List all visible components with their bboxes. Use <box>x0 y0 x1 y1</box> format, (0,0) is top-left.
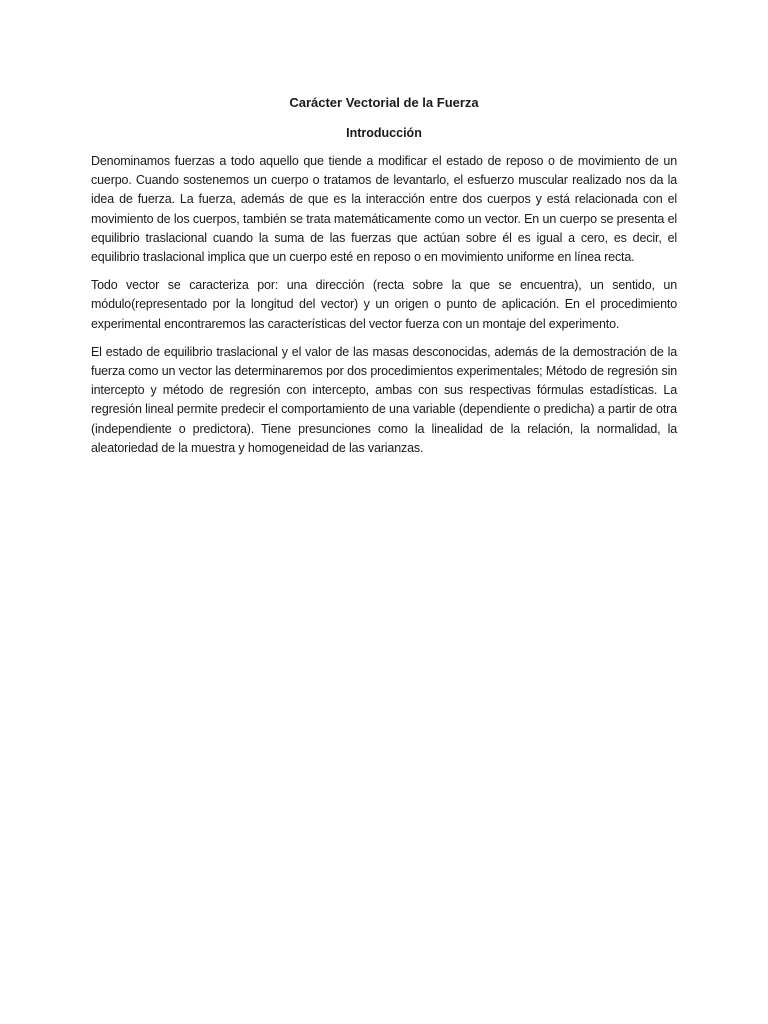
paragraph-3: El estado de equilibrio traslacional y el valor de las masas desconocidas, además de la demostración de la fuerza como un vector las determinaremos por dos procedimientos experimentales; Método de regresión sin intercepto y método de regresión con intercepto, ambas con sus respectivas fórmulas estadísticas. La regresión lineal permite predecir el comportamiento de una variable (dependiente o predicha) a partir de otra (independiente o predictora). Tiene presunciones como la linealidad de la relación, la normalidad, la aleatoriedad de la muestra y homogeneidad de las varianzas. <box>91 344 677 455</box>
paragraph-1: Denominamos fuerzas a todo aquello que tiende a modificar el estado de reposo o de movimiento de un cuerpo. Cuando sostenemos un cuerpo o tratamos de levantarlo, el esfuerzo muscular realizado nos da la idea de fuerza. La fuerza, además de que es la interacción entre dos cuerpos y está relacionada con el movimiento de los cuerpos, también se trata matemáticamente como un vector. En un cuerpo se presenta el equilibrio traslacional cuando la suma de las fuerzas que actúan sobre él es igual a cero, es decir, el equilibrio traslacional implica que un cuerpo esté en reposo o en movimiento uniforme en línea recta. <box>91 154 677 265</box>
document-title: Carácter Vectorial de la Fuerza <box>289 95 479 110</box>
section-heading: Introducción <box>346 126 422 140</box>
paragraph-2: Todo vector se caracteriza por: una dirección (recta sobre la que se encuentra), un sentido, un módulo(representado por la longitud del vector) y un origen o punto de aplicación. En el procedimiento experimental encontraremos las características del vector fuerza con un montaje del experimento. <box>91 278 677 331</box>
document-content <box>91 94 677 458</box>
